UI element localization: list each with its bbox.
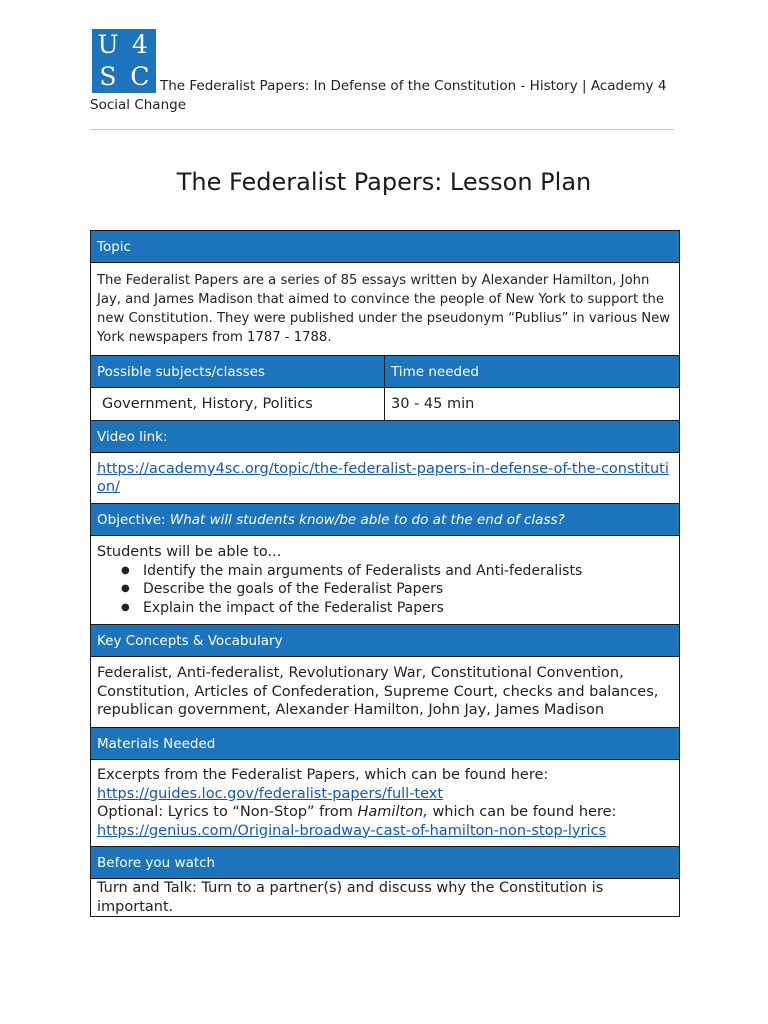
vocab-body-row xyxy=(91,657,680,728)
before-label: Before you watch xyxy=(91,847,680,879)
logo-letter-u: U xyxy=(97,30,119,59)
materials-label: Materials Needed xyxy=(91,728,680,760)
before-body-row xyxy=(91,879,680,917)
vocab-text: Federalist, Anti-federalist, Revolutionary War, Constitutional Convention, Constitution, Articles of Confederation, Supreme Court, checks and balances, republican government, Alexander Hamilton, John Jay, James Madison xyxy=(91,657,680,728)
video-header-row xyxy=(91,421,680,453)
time-value: 30 - 45 min xyxy=(385,388,680,421)
before-header-row xyxy=(91,847,680,879)
subjects-time-body-row xyxy=(91,388,680,421)
video-link[interactable]: https://academy4sc.org/topic/the-federalist-papers-in-defense-of-the-constitution/ xyxy=(97,460,669,495)
subjects-label: Possible subjects/classes xyxy=(91,356,385,388)
topic-header-row xyxy=(91,231,680,263)
materials-line2-pre: Optional: Lyrics to “Non-Stop” from xyxy=(97,804,358,820)
objective-header-row xyxy=(91,504,680,536)
logo-letter-4: 4 xyxy=(132,30,148,59)
materials-header-row xyxy=(91,728,680,760)
time-label: Time needed xyxy=(385,356,680,388)
objective-body-row xyxy=(91,536,680,625)
materials-line2-em: Hamilton, xyxy=(357,804,428,820)
objective-item: ● Identify the main arguments of Federalists and Anti-federalists xyxy=(143,562,673,581)
vocab-header-row xyxy=(91,625,680,657)
header-title: The Federalist Papers: In Defense of the Constitution - History | Academy 4 Social Change xyxy=(90,78,667,113)
topic-body-row xyxy=(91,263,680,356)
subjects-value: Government, History, Politics xyxy=(91,388,385,421)
logo-letter-s: S xyxy=(99,62,117,91)
federalist-papers-link[interactable]: https://guides.loc.gov/federalist-papers/full-text xyxy=(97,785,444,802)
header-divider xyxy=(90,129,674,130)
lesson-plan-table xyxy=(90,230,680,917)
video-body-row xyxy=(91,453,680,504)
objective-label: Objective: xyxy=(97,511,166,528)
logo-letter-c: C xyxy=(130,62,150,91)
materials-body-row xyxy=(91,760,680,847)
objective-intro: Students will be able to... xyxy=(97,544,282,560)
objective-question: What will students know/be able to do at the end of class? xyxy=(169,511,565,528)
objective-item: ● Describe the goals of the Federalist Papers xyxy=(143,580,673,599)
materials-line2-post: which can be found here: xyxy=(427,804,617,820)
hamilton-lyrics-link[interactable]: https://genius.com/Original-broadway-cast-of-hamilton-non-stop-lyrics xyxy=(97,822,607,839)
before-text: Turn and Talk: Turn to a partner(s) and discuss why the Constitution is important. xyxy=(91,879,680,917)
objective-list xyxy=(97,562,673,618)
subjects-time-header-row xyxy=(91,356,680,388)
materials-line2 xyxy=(97,803,673,822)
vocab-label: Key Concepts & Vocabulary xyxy=(91,625,680,657)
topic-label: Topic xyxy=(91,231,680,263)
video-label: Video link: xyxy=(91,421,680,453)
objective-header xyxy=(91,504,680,536)
objective-item: ● Explain the impact of the Federalist Papers xyxy=(143,599,673,618)
materials-line1: Excerpts from the Federalist Papers, which can be found here: xyxy=(97,767,549,783)
page-title: The Federalist Papers: Lesson Plan xyxy=(176,168,592,196)
topic-text: The Federalist Papers are a series of 85 essays written by Alexander Hamilton, John Jay, and James Madison that aimed to convince the people of New York to support the new Constitution. They were published under the pseudonym “Publius” in various New York newspapers from 1787 - 1788. xyxy=(91,263,680,356)
